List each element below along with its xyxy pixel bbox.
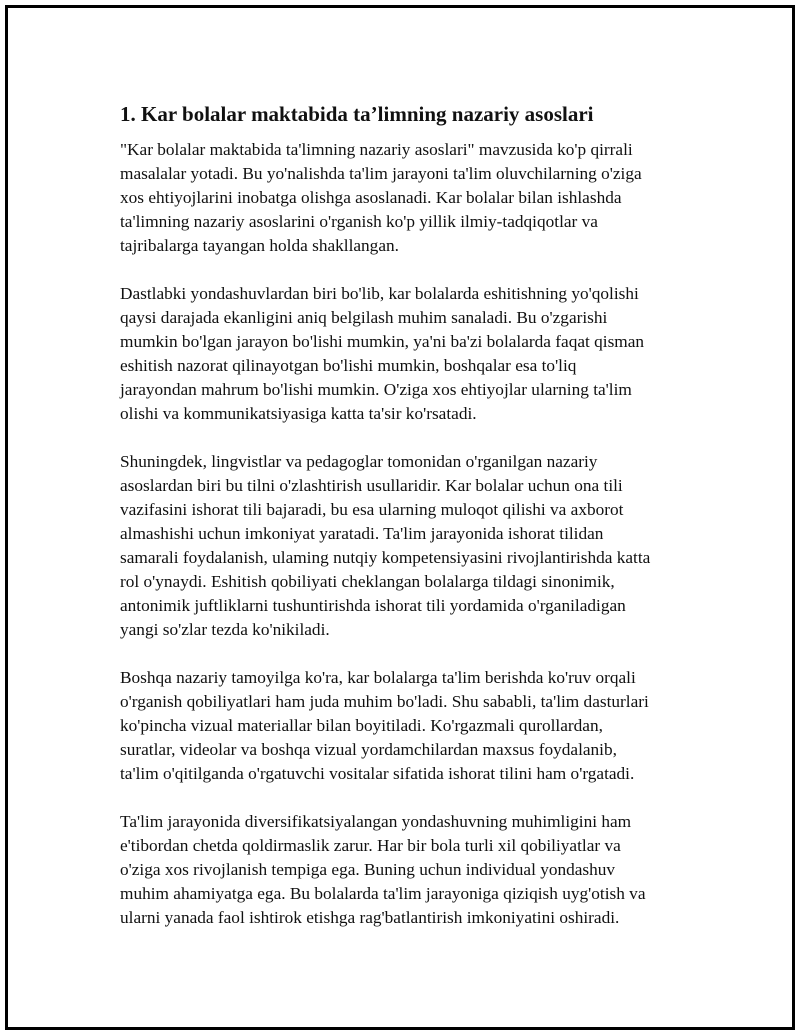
text-line: antonimik juftliklarni tushuntirishda ishorat tili yordamida o'rganiladigan	[120, 596, 626, 615]
text-line: muhim ahamiyatga ega. Bu bolalarda ta'lim jarayoniga qiziqish uyg'otish va	[120, 884, 646, 903]
text-line: xos ehtiyojlarini inobatga olishga asoslanadi. Kar bolalar bilan ishlashda	[120, 188, 622, 207]
text-line: ta'lim o'qitilganda o'rgatuvchi vositalar sifatida ishorat tilini ham o'rgatadi.	[120, 764, 635, 783]
text-line: Boshqa nazariy tamoyilga ko'ra, kar bolalarga ta'lim berishda ko'ruv orqali	[120, 668, 636, 687]
paragraph-1	[120, 138, 700, 258]
text-line: eshitish nazorat qilinayotgan bo'lishi mumkin, boshqalar esa to'liq	[120, 356, 577, 375]
text-line: almashishi uchun imkoniyat yaratadi. Ta'lim jarayonida ishorat tilidan	[120, 524, 604, 543]
text-line: jarayondan mahrum bo'lishi mumkin. O'ziga xos ehtiyojlar ularning ta'lim	[120, 380, 632, 399]
text-line: e'tibordan chetda qoldirmaslik zarur. Har bir bola turli xil qobiliyatlar va	[120, 836, 621, 855]
text-line: ko'pincha vizual materiallar bilan boyitiladi. Ko'rgazmali qurollardan,	[120, 716, 603, 735]
document-title: 1. Kar bolalar maktabida ta’limning nazariy asoslari	[120, 102, 594, 126]
text-line: olishi va kommunikatsiyasiga katta ta'sir ko'rsatadi.	[120, 404, 477, 423]
text-line: o'rganish qobiliyatlari ham juda muhim bo'ladi. Shu sababli, ta'lim dasturlari	[120, 692, 649, 711]
document-content	[120, 100, 700, 954]
paragraph-5	[120, 810, 700, 930]
text-line: asoslardan biri bu tilni o'zlashtirish usullaridir. Kar bolalar uchun ona tili	[120, 476, 623, 495]
text-line: Shuningdek, lingvistlar va pedagoglar tomonidan o'rganilgan nazariy	[120, 452, 598, 471]
text-line: o'ziga xos rivojlanish tempiga ega. Buning uchun individual yondashuv	[120, 860, 616, 879]
text-line: "Kar bolalar maktabida ta'limning nazariy asoslari" mavzusida ko'p qirrali	[120, 140, 633, 159]
text-line: suratlar, videolar va boshqa vizual yordamchilardan maxsus foydalanib,	[120, 740, 617, 759]
text-line: samarali foydalanish, ulaming nutqiy kompetensiyasini rivojlantirishda katta	[120, 548, 651, 567]
paragraph-3	[120, 450, 700, 642]
text-line: yangi so'zlar tezda ko'nikiladi.	[120, 620, 330, 639]
text-line: Dastlabki yondashuvlardan biri bo'lib, kar bolalarda eshitishning yo'qolishi	[120, 284, 639, 303]
text-line: vazifasini ishorat tili bajaradi, bu esa ularning muloqot qilishi va axborot	[120, 500, 624, 519]
paragraph-4	[120, 666, 700, 786]
text-line: mumkin bo'lgan jarayon bo'lishi mumkin, ya'ni ba'zi bolalarda faqat qisman	[120, 332, 645, 351]
text-line: masalalar yotadi. Bu yo'nalishda ta'lim jarayoni ta'lim oluvchilarning o'ziga	[120, 164, 642, 183]
text-line: tajribalarga tayangan holda shakllangan.	[120, 236, 399, 255]
text-line: rol o'ynaydi. Eshitish qobiliyati cheklangan bolalarga tildagi sinonimik,	[120, 572, 615, 591]
text-line: ta'limning nazariy asoslarini o'rganish ko'p yillik ilmiy-tadqiqotlar va	[120, 212, 598, 231]
text-line: qaysi darajada ekanligini aniq belgilash muhim sanaladi. Bu o'zgarishi	[120, 308, 608, 327]
paragraph-2	[120, 282, 700, 426]
text-line: Ta'lim jarayonida diversifikatsiyalangan yondashuvning muhimligini ham	[120, 812, 632, 831]
text-line: ularni yanada faol ishtirok etishga rag'batlantirish imkoniyatini oshiradi.	[120, 908, 620, 927]
page-frame	[5, 5, 795, 1030]
